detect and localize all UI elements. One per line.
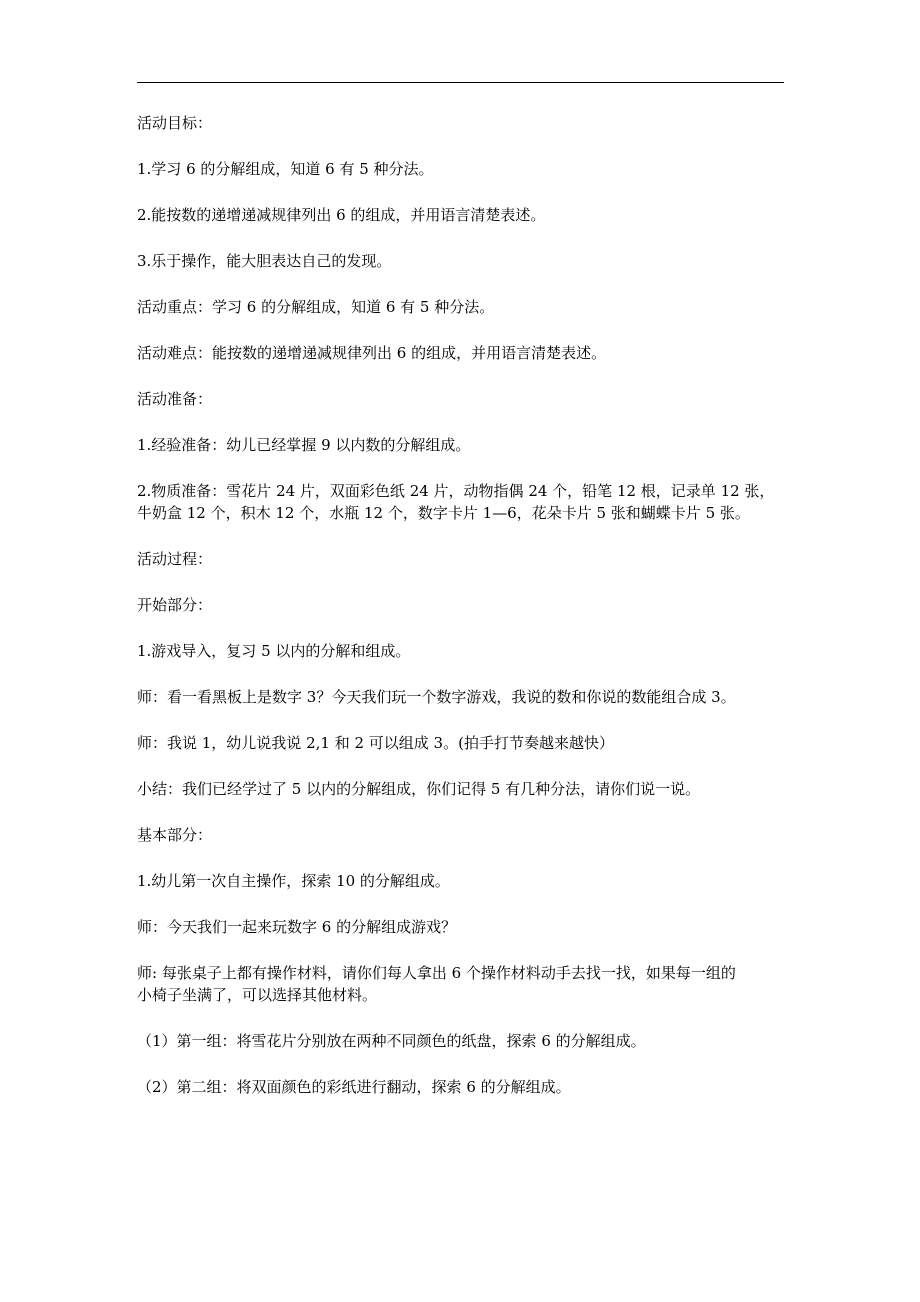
paragraph xyxy=(137,640,787,662)
paragraph xyxy=(137,204,787,226)
text-line: 1.幼儿第一次自主操作，探索 10 的分解组成。 xyxy=(137,872,450,890)
text-line: 牛奶盒 12 个，积木 12 个，水瓶 12 个，数字卡片 1—6，花朵卡片 5 张和蝴蝶卡片 5 张。 xyxy=(137,504,750,522)
paragraph xyxy=(137,480,787,524)
text-line: 师: 每张桌子上都有操作材料，请你们每人拿出 6 个操作材料动手去找一找，如果每一组的 xyxy=(137,964,736,982)
text-line: （1）第一组：将雪花片分别放在两种不同颜色的纸盘，探索 6 的分解组成。 xyxy=(137,1032,646,1050)
text-line: 师：我说 1，幼儿说我说 2,1 和 2 可以组成 3。(拍手打节奏越来越快） xyxy=(137,734,614,752)
header-rule xyxy=(137,82,784,83)
paragraph xyxy=(137,916,787,938)
paragraph xyxy=(137,434,787,456)
paragraph xyxy=(137,296,787,318)
paragraph xyxy=(137,870,787,892)
text-line: 3.乐于操作，能大胆表达自己的发现。 xyxy=(137,252,392,270)
paragraph xyxy=(137,594,787,616)
text-line: 2.物质准备：雪花片 24 片，双面彩色纸 24 片，动物指偶 24 个，铅笔 12 根，记录单 12 张， xyxy=(137,482,775,500)
paragraph xyxy=(137,342,787,364)
text-line: 活动准备： xyxy=(137,390,213,408)
text-line: 师：今天我们一起来玩数字 6 的分解组成游戏？ xyxy=(137,918,457,936)
text-line: （2）第二组：将双面颜色的彩纸进行翻动，探索 6 的分解组成。 xyxy=(137,1078,571,1096)
text-line: 小结：我们已经学过了 5 以内的分解组成，你们记得 5 有几种分法，请你们说一说。 xyxy=(137,780,701,798)
text-line: 小椅子坐满了，可以选择其他材料。 xyxy=(137,986,378,1004)
text-line: 活动过程： xyxy=(137,550,213,568)
paragraph xyxy=(137,778,787,800)
text-line: 1.游戏导入，复习 5 以内的分解和组成。 xyxy=(137,642,411,660)
text-line: 活动目标： xyxy=(137,114,213,132)
paragraph xyxy=(137,112,787,134)
text-line: 2.能按数的递增递减规律列出 6 的组成，并用语言清楚表述。 xyxy=(137,206,546,224)
paragraph xyxy=(137,962,787,1006)
text-line: 开始部分： xyxy=(137,596,213,614)
paragraph xyxy=(137,732,787,754)
paragraph xyxy=(137,158,787,180)
text-line: 1.学习 6 的分解组成，知道 6 有 5 种分法。 xyxy=(137,160,434,178)
paragraph xyxy=(137,686,787,708)
paragraph xyxy=(137,1030,787,1052)
document-body xyxy=(137,112,787,1122)
text-line: 活动重点：学习 6 的分解组成，知道 6 有 5 种分法。 xyxy=(137,298,495,316)
text-line: 师：看一看黑板上是数字 3？今天我们玩一个数字游戏，我说的数和你说的数能组合成 3。 xyxy=(137,688,736,706)
text-line: 基本部分： xyxy=(137,826,213,844)
paragraph xyxy=(137,824,787,846)
paragraph xyxy=(137,548,787,570)
paragraph xyxy=(137,388,787,410)
text-line: 1.经验准备：幼儿已经掌握 9 以内数的分解组成。 xyxy=(137,436,471,454)
paragraph xyxy=(137,250,787,272)
paragraph xyxy=(137,1076,787,1098)
text-line: 活动难点：能按数的递增递减规律列出 6 的组成，并用语言清楚表述。 xyxy=(137,344,607,362)
